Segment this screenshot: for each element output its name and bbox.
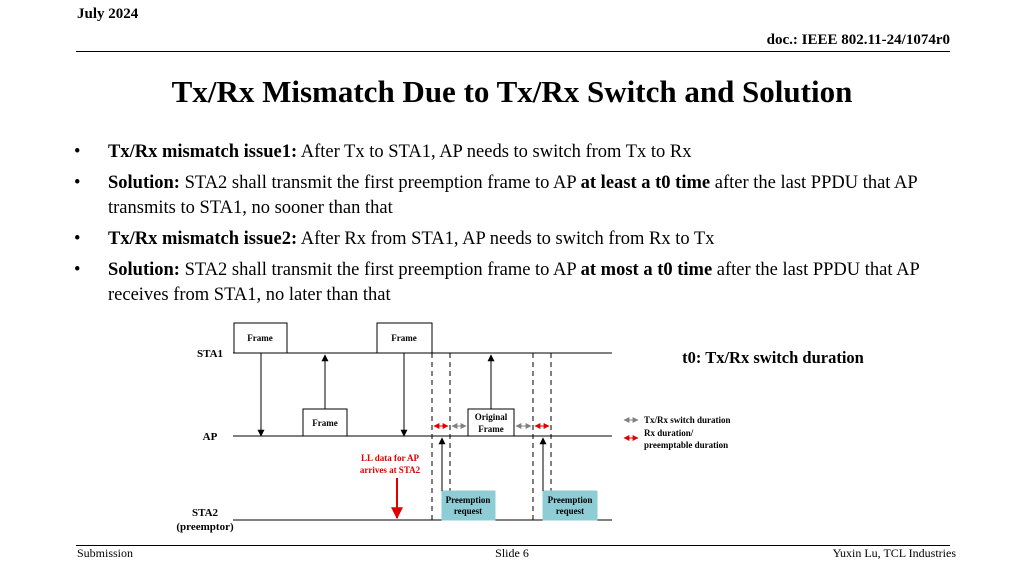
ap-frame-label: Frame xyxy=(312,418,338,428)
header-date: July 2024 xyxy=(77,6,139,22)
bullet-text: after the last PPDU that AP transmits to STA1, no sooner than that xyxy=(108,173,918,218)
footer-slide-number: Slide 6 xyxy=(495,546,529,560)
preemption-request-label: Preemption xyxy=(547,495,593,505)
preemption-request-label: request xyxy=(555,506,585,516)
bullet-text: After Rx from STA1, AP needs to switch from Rx to Tx xyxy=(297,229,715,249)
bullet-text: STA2 shall transmit the first preemption frame to AP xyxy=(179,173,581,193)
sta2-label: STA2 xyxy=(191,507,219,519)
bullet-label: Solution: xyxy=(108,173,180,193)
legend-rx-label: Rx duration/ xyxy=(644,428,694,438)
original-frame-label: Frame xyxy=(478,424,504,434)
header-doc-id: doc.: IEEE 802.11-24/1074r0 xyxy=(766,32,950,48)
bullet-text: After Tx to STA1, AP needs to switch from Tx to Rx xyxy=(297,142,692,162)
preemption-request-label: request xyxy=(453,506,483,516)
original-frame-label: Original xyxy=(474,412,508,422)
sta1-frame-label: Frame xyxy=(247,333,273,343)
preemption-request-label: Preemption xyxy=(445,495,491,505)
bullet-text: STA2 shall transmit the first preemption frame to AP xyxy=(179,260,581,280)
footer-author: Yuxin Lu, TCL Industries xyxy=(832,546,956,560)
t0-note: t0: Tx/Rx switch duration xyxy=(682,348,864,367)
sta1-label: STA1 xyxy=(196,348,224,360)
bullet-emphasis: at least a t0 time xyxy=(580,173,711,193)
footer-submission: Submission xyxy=(77,546,134,560)
bullet-label: Tx/Rx mismatch issue2: xyxy=(108,229,298,249)
ll-data-label: LL data for AP xyxy=(360,453,420,463)
sta2-sublabel: (preemptor) xyxy=(176,521,234,533)
slide-title: Tx/Rx Mismatch Due to Tx/Rx Switch and Solution xyxy=(171,74,853,109)
bullet-text: after the last PPDU that AP receives from STA1, no later than that xyxy=(108,260,920,305)
legend-rx-label: preemptable duration xyxy=(644,440,729,450)
ap-label: AP xyxy=(202,431,218,443)
bullet-emphasis: at most a t0 time xyxy=(580,260,713,280)
sta1-frame-label: Frame xyxy=(391,333,417,343)
ll-data-label: arrives at STA2 xyxy=(359,465,421,475)
bullet-label: Tx/Rx mismatch issue1: xyxy=(108,142,298,162)
legend-switch-label: Tx/Rx switch duration xyxy=(644,415,731,425)
bullet-label: Solution: xyxy=(108,260,180,280)
